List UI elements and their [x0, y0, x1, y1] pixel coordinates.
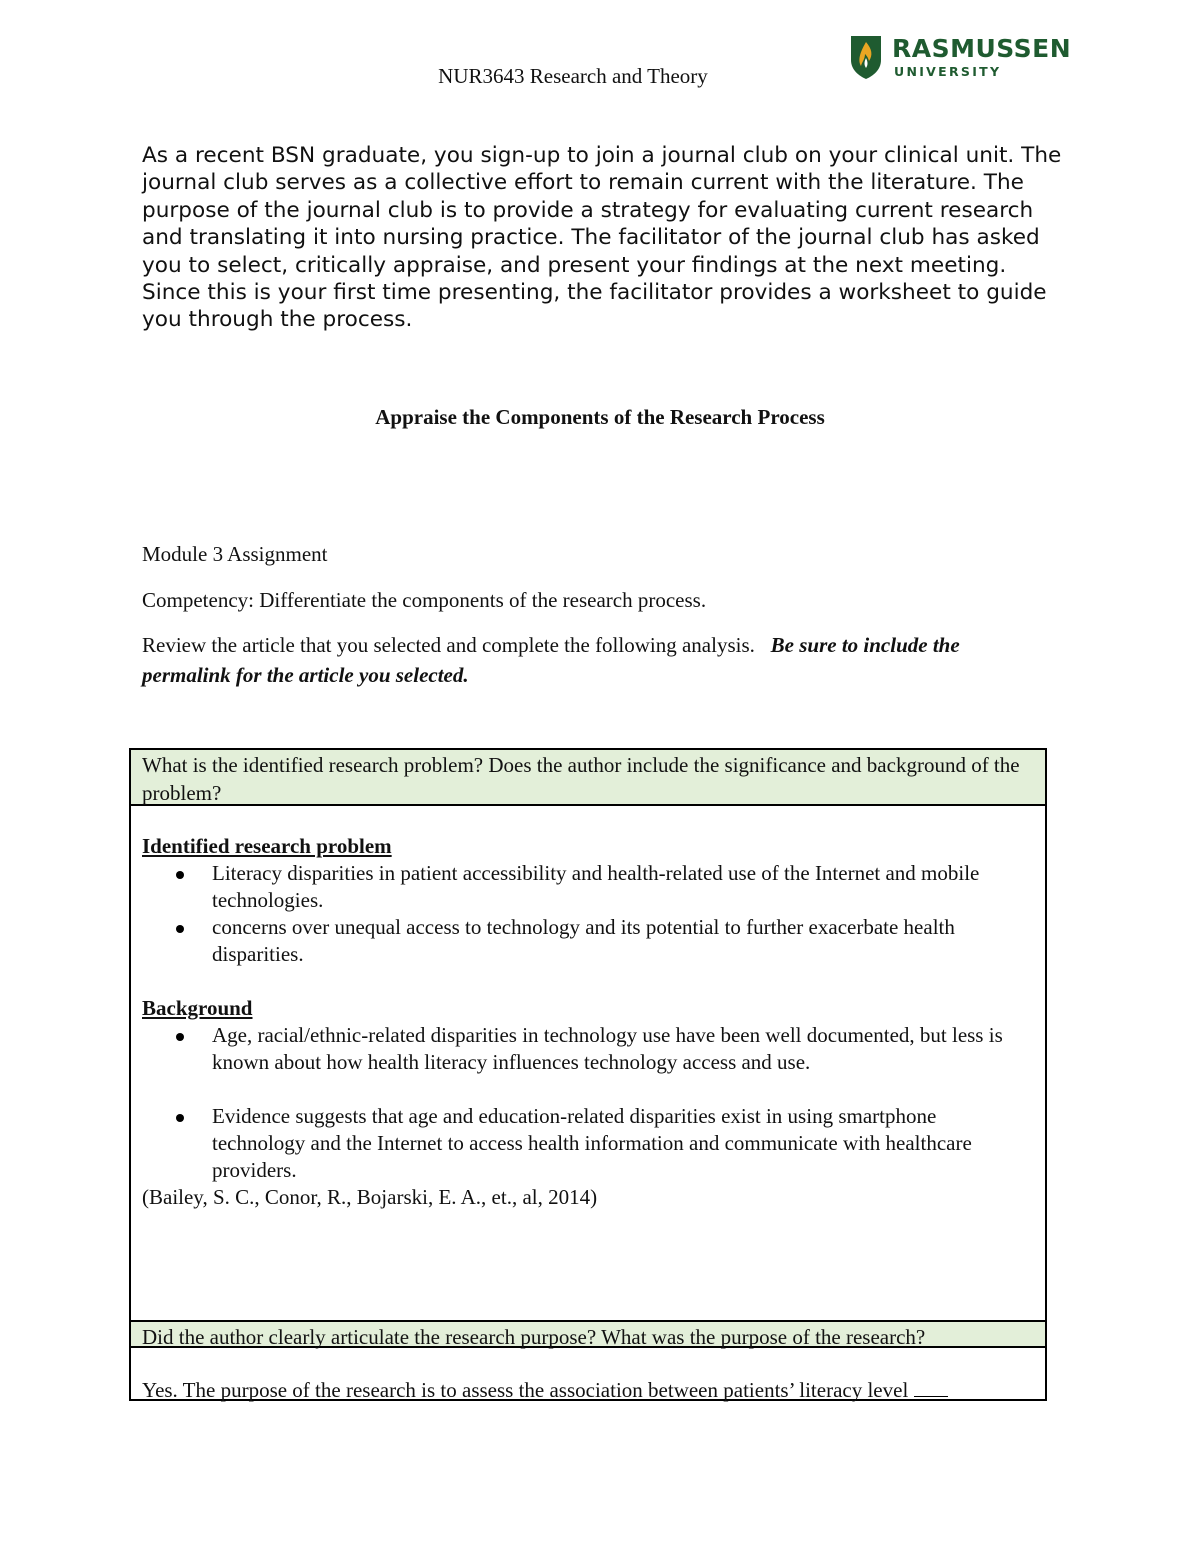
blank-line: [914, 1376, 948, 1397]
review-text: Review the article that you selected and complete the following analysis.: [142, 633, 755, 657]
review-emphasis: Be sure to include the permalink for the article you selected.: [142, 633, 960, 687]
answer-purpose-text: Yes. The purpose of the research is to assess the association between patients’ literacy level: [142, 1378, 909, 1402]
list-item: concerns over unequal access to technology and its potential to further exacerbate health disparities.: [212, 914, 1034, 968]
question-purpose: Did the author clearly articulate the research purpose? What was the purpose of the research?: [131, 1320, 1045, 1348]
flame-shield-icon: [848, 34, 884, 80]
list-item: Evidence suggests that age and education-related disparities exist in using smartphone technology and the Internet to access health information and communicate with healthcare providers.: [212, 1103, 1034, 1184]
section-title: Appraise the Components of the Research Process: [375, 405, 825, 429]
background-list: [142, 1022, 1034, 1184]
answer-problem: [142, 833, 1034, 1211]
intro-paragraph: As a recent BSN graduate, you sign-up to join a journal club on your clinical unit. The journal club serves as a collective effort to remain current with the literature. The purpose of the journal club is to provide a strategy for evaluating current research and translating it into nursing practice. The facilitator of the journal club has asked you to select, critically appraise, and present your findings at the next meeting. Since this is your first time presenting, the facilitator provides a worksheet to guide you through the process.: [142, 143, 1062, 333]
problem-heading: Identified research problem: [142, 834, 392, 858]
logo-subtitle: UNIVERSITY: [894, 64, 1002, 79]
answer-purpose: [142, 1376, 1034, 1404]
list-item: Age, racial/ethnic-related disparities in technology use have been well documented, but less is known about how health literacy influences technology access and use.: [212, 1022, 1034, 1076]
module-label: Module 3 Assignment: [142, 542, 328, 566]
competency-text: Competency: Differentiate the components of the research process.: [142, 588, 707, 612]
course-title: NUR3643 Research and Theory: [438, 64, 708, 88]
citation: (Bailey, S. C., Conor, R., Bojarski, E. A., et., al, 2014): [142, 1185, 598, 1209]
review-instructions: [142, 630, 1042, 690]
list-item: Literacy disparities in patient accessibility and health-related use of the Internet and mobile technologies.: [212, 860, 1034, 914]
appraisal-table: [129, 748, 1047, 1401]
question-problem: What is the identified research problem? Does the author include the significance and background of the problem?: [131, 750, 1045, 806]
list-spacer: [212, 1076, 1034, 1103]
logo-wordmark: RASMUSSEN: [892, 34, 1072, 63]
problem-list: [142, 860, 1034, 968]
background-heading: Background: [142, 996, 253, 1020]
